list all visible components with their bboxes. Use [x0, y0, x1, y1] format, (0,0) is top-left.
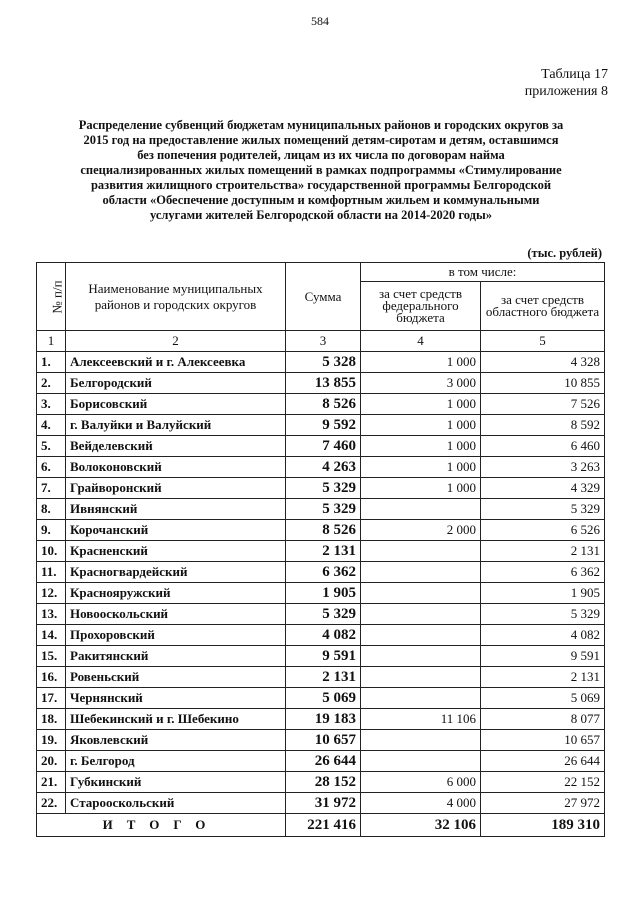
- district-name: Губкинский: [66, 772, 286, 793]
- regional-cell: 6 526: [481, 520, 605, 541]
- sum-cell: 28 152: [286, 772, 361, 793]
- total-label: ИТОГО: [37, 814, 286, 837]
- regional-cell: 9 591: [481, 646, 605, 667]
- district-name: Ивнянский: [66, 499, 286, 520]
- federal-cell: [361, 646, 481, 667]
- regional-cell: 2 131: [481, 541, 605, 562]
- table-row: [37, 415, 605, 436]
- table-row: [37, 352, 605, 373]
- sum-cell: 5 069: [286, 688, 361, 709]
- column-number: 1: [37, 331, 66, 352]
- table-row: [37, 646, 605, 667]
- row-number: 6.: [37, 457, 66, 478]
- regional-cell: 6 362: [481, 562, 605, 583]
- total-row: [37, 814, 605, 837]
- district-name: Алексеевский и г. Алексеевка: [66, 352, 286, 373]
- sum-cell: 1 905: [286, 583, 361, 604]
- district-name: Прохоровский: [66, 625, 286, 646]
- row-number: 14.: [37, 625, 66, 646]
- row-number: 4.: [37, 415, 66, 436]
- subvention-table: [36, 262, 605, 837]
- regional-cell: 6 460: [481, 436, 605, 457]
- table-row: [37, 562, 605, 583]
- header-including: в том числе:: [361, 263, 605, 282]
- district-name: г. Валуйки и Валуйский: [66, 415, 286, 436]
- table-row: [37, 541, 605, 562]
- table-label: [525, 66, 608, 100]
- row-number: 9.: [37, 520, 66, 541]
- sum-cell: 5 328: [286, 352, 361, 373]
- row-number: 16.: [37, 667, 66, 688]
- page-number: 584: [311, 14, 329, 28]
- row-number: 8.: [37, 499, 66, 520]
- regional-cell: 10 855: [481, 373, 605, 394]
- title-line: услугами жителей Белгородской области на 2014-2020 годы»: [150, 208, 492, 222]
- row-number: 19.: [37, 730, 66, 751]
- row-number: 5.: [37, 436, 66, 457]
- row-number: 10.: [37, 541, 66, 562]
- row-number: 1.: [37, 352, 66, 373]
- sum-cell: 2 131: [286, 541, 361, 562]
- regional-cell: 4 082: [481, 625, 605, 646]
- federal-cell: 1 000: [361, 478, 481, 499]
- table-label-line1: Таблица 17: [541, 67, 608, 82]
- federal-cell: 11 106: [361, 709, 481, 730]
- sum-cell: 9 591: [286, 646, 361, 667]
- row-number: 3.: [37, 394, 66, 415]
- document-title: [36, 118, 606, 223]
- federal-cell: 1 000: [361, 436, 481, 457]
- header-regional: за счет средств областного бюджета: [481, 282, 605, 331]
- federal-cell: 4 000: [361, 793, 481, 814]
- federal-cell: [361, 730, 481, 751]
- row-number: 21.: [37, 772, 66, 793]
- table-row: [37, 394, 605, 415]
- sum-cell: 5 329: [286, 499, 361, 520]
- federal-cell: [361, 541, 481, 562]
- federal-cell: 1 000: [361, 415, 481, 436]
- header-name: Наименование муниципальных районов и городских округов: [66, 263, 286, 331]
- column-number: 2: [66, 331, 286, 352]
- district-name: Яковлевский: [66, 730, 286, 751]
- sum-cell: 4 263: [286, 457, 361, 478]
- column-number: 4: [361, 331, 481, 352]
- table-row: [37, 604, 605, 625]
- regional-cell: 22 152: [481, 772, 605, 793]
- regional-cell: 7 526: [481, 394, 605, 415]
- federal-cell: 1 000: [361, 394, 481, 415]
- table-row: [37, 793, 605, 814]
- district-name: Борисовский: [66, 394, 286, 415]
- row-number: 18.: [37, 709, 66, 730]
- row-number: 17.: [37, 688, 66, 709]
- district-name: Красногвардейский: [66, 562, 286, 583]
- regional-cell: 2 131: [481, 667, 605, 688]
- federal-cell: [361, 583, 481, 604]
- sum-cell: 4 082: [286, 625, 361, 646]
- sum-cell: 8 526: [286, 520, 361, 541]
- district-name: Волоконовский: [66, 457, 286, 478]
- title-line: развития жилищного строительства» государственной программы Белгородской: [90, 178, 552, 192]
- header-num: № п/п: [37, 263, 66, 331]
- federal-cell: 1 000: [361, 352, 481, 373]
- regional-cell: 26 644: [481, 751, 605, 772]
- district-name: Белгородский: [66, 373, 286, 394]
- regional-cell: 4 329: [481, 478, 605, 499]
- regional-cell: 8 077: [481, 709, 605, 730]
- regional-cell: 4 328: [481, 352, 605, 373]
- sum-cell: 26 644: [286, 751, 361, 772]
- federal-cell: 3 000: [361, 373, 481, 394]
- federal-cell: [361, 625, 481, 646]
- district-name: Вейделевский: [66, 436, 286, 457]
- federal-cell: [361, 604, 481, 625]
- header-row: [37, 263, 605, 282]
- district-name: Ракитянский: [66, 646, 286, 667]
- regional-cell: 27 972: [481, 793, 605, 814]
- column-number: 5: [481, 331, 605, 352]
- row-number: 7.: [37, 478, 66, 499]
- regional-cell: 5 329: [481, 604, 605, 625]
- district-name: Новооскольский: [66, 604, 286, 625]
- sum-cell: 7 460: [286, 436, 361, 457]
- district-name: Ровеньский: [66, 667, 286, 688]
- regional-cell: 5 329: [481, 499, 605, 520]
- row-number: 20.: [37, 751, 66, 772]
- sum-cell: 8 526: [286, 394, 361, 415]
- row-number: 2.: [37, 373, 66, 394]
- table-row: [37, 436, 605, 457]
- district-name: Чернянский: [66, 688, 286, 709]
- federal-cell: 2 000: [361, 520, 481, 541]
- table-row: [37, 520, 605, 541]
- table-body: [37, 352, 605, 814]
- title-line: без попечения родителей, лицам из их числа по договорам найма: [137, 148, 505, 162]
- sum-cell: 31 972: [286, 793, 361, 814]
- total-federal: 32 106: [361, 814, 481, 837]
- sum-cell: 6 362: [286, 562, 361, 583]
- header-sum: Сумма: [286, 263, 361, 331]
- title-line: 2015 год на предоставление жилых помещений детям-сиротам и детям, оставшимся: [83, 133, 559, 147]
- sum-cell: 10 657: [286, 730, 361, 751]
- table-row: [37, 667, 605, 688]
- row-number: 11.: [37, 562, 66, 583]
- sum-cell: 13 855: [286, 373, 361, 394]
- district-name: Старооскольский: [66, 793, 286, 814]
- sum-cell: 5 329: [286, 604, 361, 625]
- table-row: [37, 730, 605, 751]
- row-number: 12.: [37, 583, 66, 604]
- table-row: [37, 688, 605, 709]
- regional-cell: 1 905: [481, 583, 605, 604]
- regional-cell: 5 069: [481, 688, 605, 709]
- sum-cell: 19 183: [286, 709, 361, 730]
- federal-cell: 6 000: [361, 772, 481, 793]
- table-row: [37, 625, 605, 646]
- total-sum: 221 416: [286, 814, 361, 837]
- table-row: [37, 751, 605, 772]
- units-label: (тыс. рублей): [527, 246, 602, 260]
- title-line: специализированных жилых помещений в рамках подпрограммы «Стимулирование: [80, 163, 562, 177]
- federal-cell: 1 000: [361, 457, 481, 478]
- row-number: 13.: [37, 604, 66, 625]
- title-line: Распределение субвенций бюджетам муниципальных районов и городских округов за: [78, 118, 564, 132]
- row-number: 22.: [37, 793, 66, 814]
- column-number: 3: [286, 331, 361, 352]
- district-name: Краснояружский: [66, 583, 286, 604]
- federal-cell: [361, 499, 481, 520]
- row-number: 15.: [37, 646, 66, 667]
- sum-cell: 2 131: [286, 667, 361, 688]
- title-line: области «Обеспечение доступным и комфортным жильем и коммунальными: [102, 193, 540, 207]
- regional-cell: 10 657: [481, 730, 605, 751]
- federal-cell: [361, 688, 481, 709]
- federal-cell: [361, 562, 481, 583]
- sum-cell: 5 329: [286, 478, 361, 499]
- table-row: [37, 457, 605, 478]
- table-row: [37, 373, 605, 394]
- sum-cell: 9 592: [286, 415, 361, 436]
- district-name: Шебекинский и г. Шебекино: [66, 709, 286, 730]
- table-row: [37, 772, 605, 793]
- header-federal: за счет средств федерального бюджета: [361, 282, 481, 331]
- table-label-line2: приложения 8: [524, 84, 608, 99]
- table-row: [37, 478, 605, 499]
- district-name: Корочанский: [66, 520, 286, 541]
- district-name: г. Белгород: [66, 751, 286, 772]
- federal-cell: [361, 751, 481, 772]
- table-row: [37, 583, 605, 604]
- regional-cell: 8 592: [481, 415, 605, 436]
- total-regional: 189 310: [481, 814, 605, 837]
- table-row: [37, 499, 605, 520]
- regional-cell: 3 263: [481, 457, 605, 478]
- district-name: Грайворонский: [66, 478, 286, 499]
- federal-cell: [361, 667, 481, 688]
- table-row: [37, 709, 605, 730]
- district-name: Красненский: [66, 541, 286, 562]
- column-numbers-row: [37, 331, 605, 352]
